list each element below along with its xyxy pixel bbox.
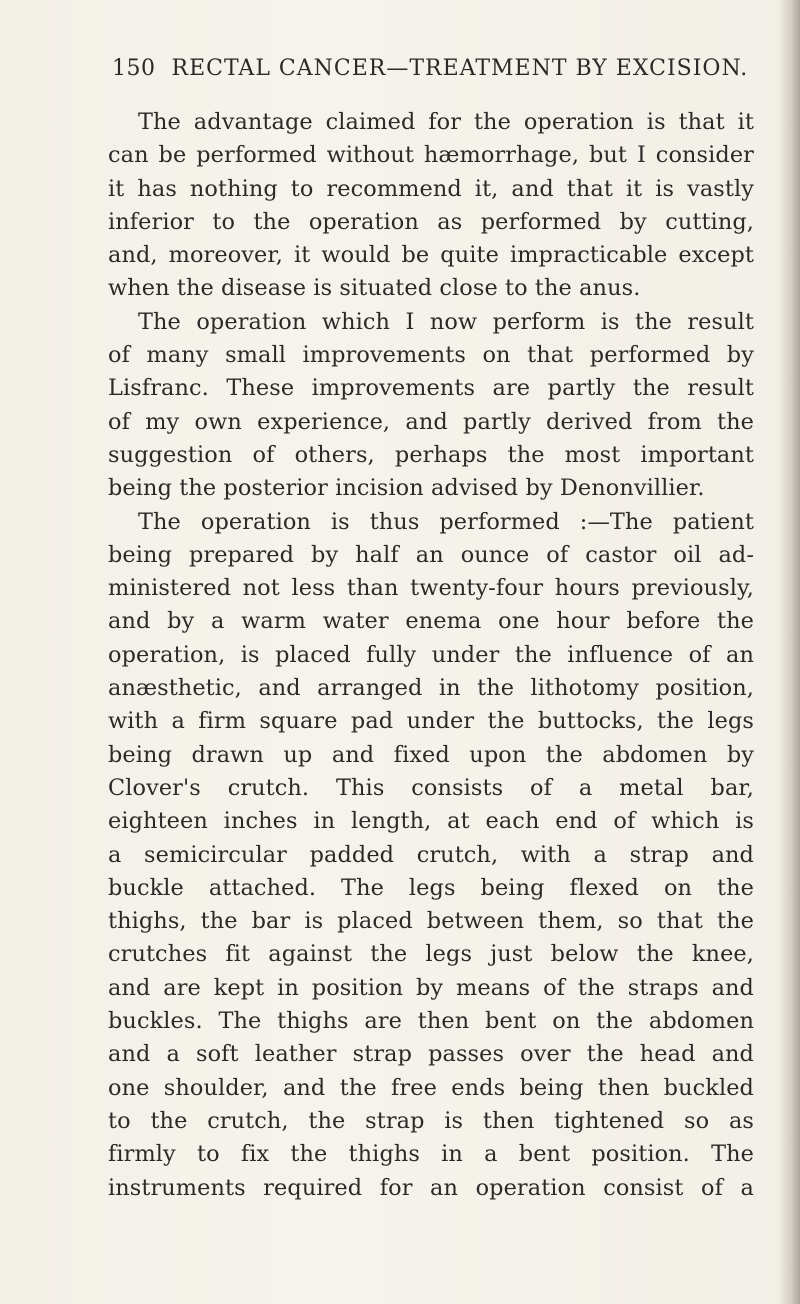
page-binding-shadow bbox=[778, 0, 800, 1304]
text-line: suggestion of others, perhaps the most important bbox=[108, 441, 754, 468]
text-line: a semicircular padded crutch, with a strap and bbox=[108, 841, 754, 868]
text-line: being drawn up and fixed upon the abdomen by bbox=[108, 741, 754, 768]
text-line: anæsthetic, and arranged in the lithotomy position, bbox=[108, 675, 754, 702]
text-line: one shoulder, and the free ends being then buckled bbox=[108, 1074, 754, 1101]
text-line: crutches fit against the legs just below the knee, bbox=[108, 941, 754, 968]
running-head: RECTAL CANCER—TREATMENT BY EXCISION. bbox=[171, 56, 749, 81]
text-line: when the disease is situated close to the anus. bbox=[108, 275, 641, 302]
text-line: operation, is placed fully under the influence of an bbox=[108, 641, 754, 668]
text-line: being the posterior incision advised by Denonvillier. bbox=[108, 475, 705, 502]
text-line: can be performed without hæmorrhage, but I consider bbox=[108, 142, 754, 169]
text-line: thighs, the bar is placed between them, so that the bbox=[108, 908, 754, 935]
text-line: and, moreover, it would be quite impracticable except bbox=[108, 242, 754, 269]
text-line: of my own experience, and partly derived from the bbox=[108, 408, 754, 435]
text-line: and a soft leather strap passes over the head and bbox=[108, 1041, 754, 1068]
page-header bbox=[112, 56, 752, 90]
text-line: The operation is thus performed :—The patient bbox=[138, 508, 754, 535]
text-line: and by a warm water enema one hour before the bbox=[108, 608, 754, 635]
text-line: ministered not less than twenty-four hours previously, bbox=[108, 575, 754, 602]
text-line: buckle attached. The legs being flexed on the bbox=[108, 874, 754, 901]
text-line: eighteen inches in length, at each end of which is bbox=[108, 808, 754, 835]
body-text bbox=[108, 106, 754, 1205]
text-line: The operation which I now perform is the result bbox=[138, 308, 754, 335]
text-line: of many small improvements on that performed by bbox=[108, 342, 754, 369]
text-line: Lisfranc. These improvements are partly the result bbox=[108, 375, 754, 402]
text-line: instruments required for an operation consist of a bbox=[108, 1174, 754, 1201]
text-line: to the crutch, the strap is then tightened so as bbox=[108, 1107, 754, 1134]
text-line: buckles. The thighs are then bent on the abdomen bbox=[108, 1008, 754, 1035]
text-line: and are kept in position by means of the straps and bbox=[108, 974, 754, 1001]
text-line: The advantage claimed for the operation is that it bbox=[138, 109, 754, 135]
text-line: inferior to the operation as performed by cutting, bbox=[108, 208, 754, 235]
text-line: it has nothing to recommend it, and that it is vastly bbox=[108, 175, 754, 202]
text-line: Clover's crutch. This consists of a metal bar, bbox=[108, 774, 754, 801]
page-number: 150 bbox=[112, 56, 156, 81]
text-line: being prepared by half an ounce of castor oil ad- bbox=[108, 541, 754, 568]
text-line: firmly to fix the thighs in a bent position. The bbox=[108, 1141, 754, 1168]
text-line: with a firm square pad under the buttocks, the legs bbox=[108, 708, 754, 735]
